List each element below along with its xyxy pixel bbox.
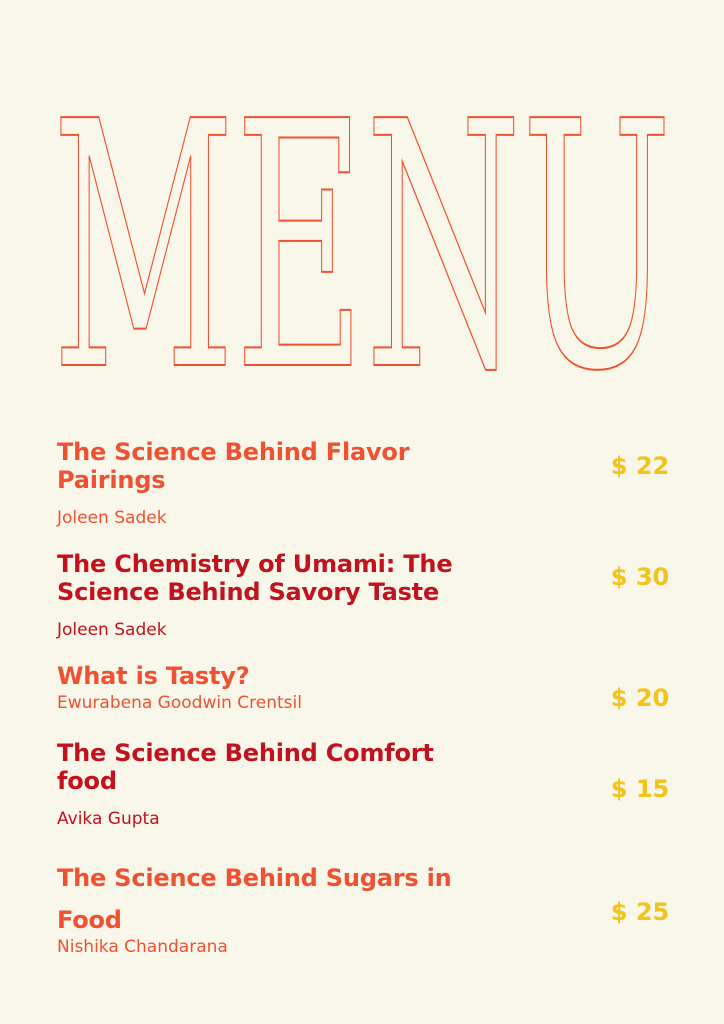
item-author: Joleen Sadek: [57, 508, 167, 528]
item-price: $ 22: [610, 452, 670, 480]
item-title-line: What is Tasty?: [57, 662, 250, 690]
item-price: $ 25: [610, 898, 670, 926]
item-title: [57, 857, 597, 941]
item-author: Ewurabena Goodwin Crentsil: [57, 693, 302, 713]
item-title: [57, 662, 597, 690]
item-price: $ 20: [610, 684, 670, 712]
item-title: [57, 438, 597, 494]
menu-item-comfort-food: [57, 739, 597, 829]
item-title: [57, 550, 597, 606]
item-title: [57, 739, 597, 795]
item-title-line: The Science Behind Sugars in: [57, 864, 452, 892]
item-title-line: The Chemistry of Umami: The: [57, 550, 453, 578]
menu-heading-text: MENU: [52, 50, 672, 380]
menu-item-sugars: [57, 857, 597, 957]
menu-item-flavor-pairings: [57, 438, 597, 528]
menu-item-umami: [57, 550, 597, 640]
item-author: Joleen Sadek: [57, 620, 167, 640]
item-title-line: Science Behind Savory Taste: [57, 578, 440, 606]
item-title-line: Food: [57, 906, 122, 934]
item-price: $ 15: [610, 775, 670, 803]
item-title-line: Pairings: [57, 466, 166, 494]
item-author: Nishika Chandarana: [57, 937, 228, 957]
item-title-line: The Science Behind Flavor: [57, 438, 410, 466]
item-author: Avika Gupta: [57, 809, 160, 829]
menu-heading: [0, 40, 724, 380]
menu-heading-outline: [0, 40, 724, 380]
item-title-line: food: [57, 767, 117, 795]
item-price: $ 30: [610, 563, 670, 591]
item-title-line: The Science Behind Comfort: [57, 739, 434, 767]
menu-item-what-is-tasty: [57, 662, 597, 713]
